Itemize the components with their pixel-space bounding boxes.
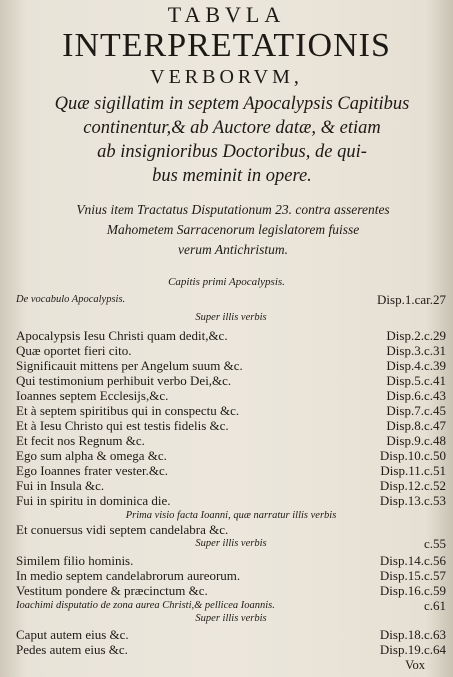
subtitle-line: continentur,& ab Auctore datæ, & etiam: [83, 118, 381, 138]
entry-text: Ioachimi disputatio de zona aurea Christi,& pellicea Ioannis.: [16, 600, 275, 611]
entry-text: Similem filio hominis.: [16, 553, 134, 568]
entry-ref: Disp.5.c.41: [386, 373, 446, 388]
index-entry: [16, 627, 446, 643]
index-entry: [16, 310, 446, 326]
entry-text: Qui testimonium perhibuit verbo Dei,&c.: [16, 373, 232, 388]
index-entry: [16, 388, 446, 404]
entry-text: Et à septem spiritibus qui in conspectu &c.: [16, 403, 240, 418]
catchword: Vox: [405, 658, 425, 672]
entry-ref: Disp.16.c.59: [379, 583, 446, 598]
index-entry: [16, 493, 446, 509]
entry-text: Super illis verbis: [195, 538, 267, 549]
index-entry: [16, 642, 446, 658]
entry-text: Fui in spiritu in dominica die.: [16, 493, 171, 508]
title-line-3: VERBORVM,: [150, 66, 303, 88]
entry-text: Significauit mittens per Angelum suum &c.: [16, 358, 243, 373]
entry-text: Apocalypsis Iesu Christi quam dedit,&c.: [16, 328, 228, 343]
entry-text: Fui in Insula &c.: [16, 478, 105, 493]
section-heading: Capitis primi Apocalypsis.: [168, 276, 285, 288]
entry-text: Quæ oportet fieri cito.: [16, 343, 132, 358]
entry-ref: Disp.8.c.47: [386, 418, 446, 433]
entry-text: Ego sum alpha & omega &c.: [16, 448, 167, 463]
entry-text: Pedes autem eius &c.: [16, 642, 128, 657]
entry-ref: c.61: [423, 598, 446, 613]
entry-ref: Disp.6.c.43: [386, 388, 446, 403]
index-entry: [16, 343, 446, 359]
entry-ref: Disp.2.c.29: [386, 328, 446, 343]
entry-ref: Disp.9.c.48: [386, 433, 446, 448]
entry-ref: c.55: [423, 536, 446, 551]
entry-text: De vocabulo Apocalypsis.: [16, 294, 126, 305]
title-line-1: TABVLA: [167, 2, 286, 27]
index-entry: [16, 463, 446, 479]
entry-text: Super illis verbis: [195, 613, 267, 624]
index-entry: [16, 328, 446, 344]
title-line-2: INTERPRETATIONIS: [62, 27, 391, 64]
entry-ref: Disp.11.c.51: [380, 463, 446, 478]
index-entry: [16, 403, 446, 419]
entry-text: Vestitum pondere & præcinctum &c.: [16, 583, 208, 598]
index-entry: [16, 448, 446, 464]
entry-ref: Disp.1.car.27: [377, 292, 446, 307]
entry-text: Et fecit nos Regnum &c.: [16, 433, 145, 448]
entry-text: Prima visio facta Ioanni, quæ narratur illis verbis: [125, 510, 337, 521]
entry-text: Super illis verbis: [195, 312, 267, 323]
entry-text: Et à Iesu Christo qui est testis fidelis &c.: [16, 418, 229, 433]
index-entry: [16, 553, 446, 569]
treatise-block: [18, 200, 448, 260]
entry-text: Ioannes septem Ecclesijs,&c.: [16, 388, 169, 403]
entry-ref: Disp.3.c.31: [386, 343, 446, 358]
index-entry: [16, 358, 446, 374]
index-entry: [16, 433, 446, 449]
treatise-line: Mahometem Sarracenorum legislatorem fuisse: [106, 222, 360, 237]
entry-ref: Disp.13.c.53: [379, 493, 446, 508]
index-entry: [16, 418, 446, 434]
subtitle-block: [22, 92, 442, 188]
index-entry: [16, 536, 446, 552]
index-entry: [16, 292, 446, 308]
entry-ref: Disp.14.c.56: [379, 553, 446, 568]
index-entry: [16, 611, 446, 627]
entry-text: Caput autem eius &c.: [16, 627, 129, 642]
entry-text: Et conuersus vidi septem candelabra &c.: [16, 522, 229, 537]
entry-ref: Disp.12.c.52: [379, 478, 446, 493]
treatise-line: verum Antichristum.: [178, 242, 288, 257]
entry-ref: Disp.15.c.57: [379, 568, 446, 583]
entry-ref: Disp.10.c.50: [379, 448, 446, 463]
subtitle-line: bus meminit in opere.: [152, 166, 312, 186]
subtitle-line: ab insignioribus Doctoribus, de qui-: [97, 142, 367, 162]
entry-ref: Disp.18.c.63: [379, 627, 446, 642]
entry-text: In medio septem candelabrorum aureorum.: [16, 568, 241, 583]
subtitle-line: Quæ sigillatim in septem Apocalypsis Capitibus: [54, 94, 410, 114]
index-entry: [16, 568, 446, 584]
index-entry: [16, 478, 446, 494]
index-entry: [16, 373, 446, 389]
index-entry: [16, 583, 446, 599]
entry-ref: Disp.7.c.45: [386, 403, 446, 418]
entry-ref: Disp.19.c.64: [379, 642, 446, 657]
treatise-line: Vnius item Tractatus Disputationum 23. contra asserentes: [76, 202, 390, 217]
entry-text: Ego Ioannes frater vester.&c.: [16, 463, 168, 478]
entry-ref: Disp.4.c.39: [386, 358, 446, 373]
